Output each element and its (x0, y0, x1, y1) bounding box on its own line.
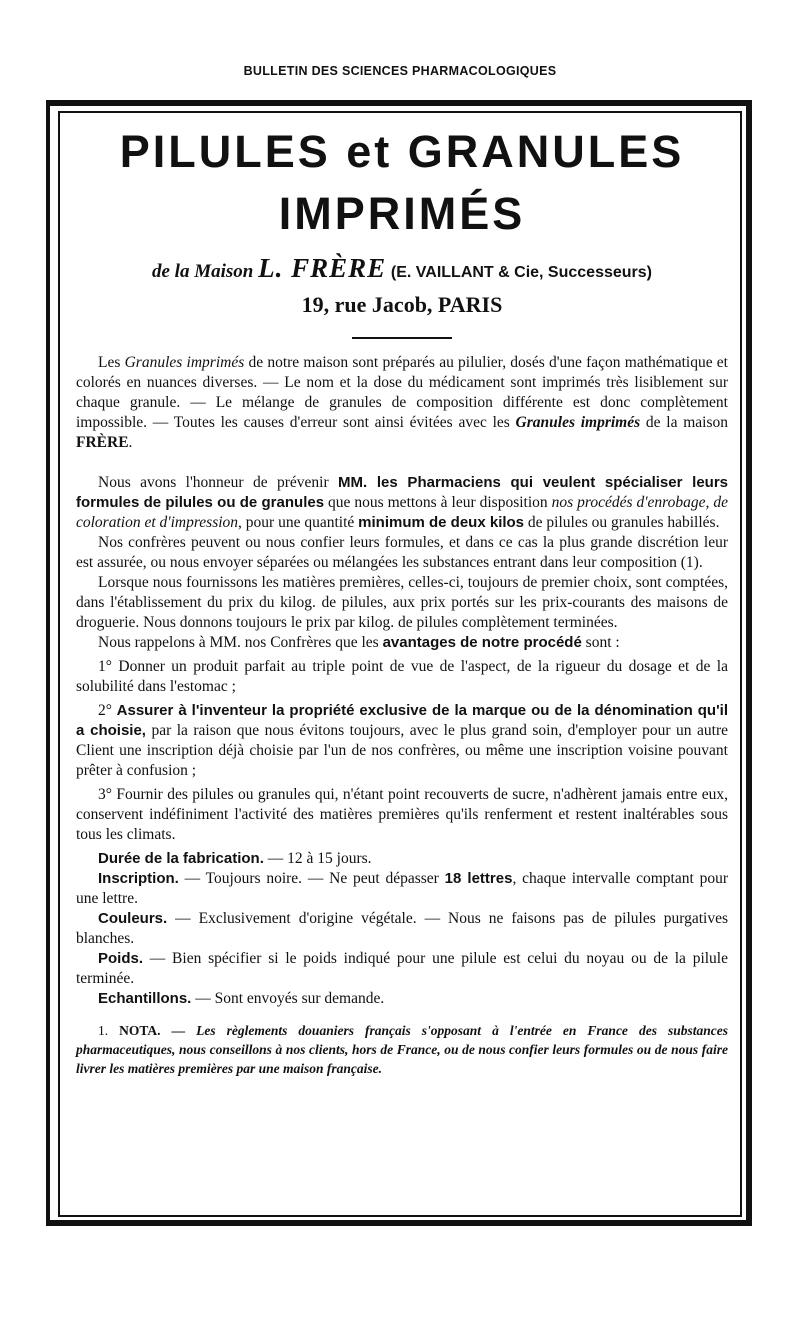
text: sont : (581, 634, 620, 651)
text: de la maison (640, 414, 728, 431)
list-item-2 (76, 701, 728, 781)
text: de pilules ou granules habillés. (524, 514, 720, 531)
text: 2° (98, 702, 117, 719)
text-bold: MM. les Pharmaciens qui veulent spécialiser leurs formules de pilules ou de granules (76, 474, 728, 511)
footnote-label: NOTA. (119, 1023, 161, 1038)
spec-label: Poids. (98, 950, 144, 967)
maison-name: L. FRÈRE (258, 253, 387, 283)
divider-rule (352, 337, 452, 339)
text: par la raison que nous évitons toujours, avec le plus grand soin, d'employer pour un autre Client une inscription déjà choisie par l'un de nos confrères, ou même une inscription voisine pouvant prêter à confusion ; (76, 722, 728, 779)
text-bold: avantages de notre procédé (382, 634, 582, 651)
text-italic: nos procédés d'enrobage, de coloration et d'impression (76, 494, 728, 531)
text: — 12 à 15 jours. (263, 850, 372, 867)
spacer (76, 453, 728, 473)
text-bold: Assurer à l'inventeur la propriété exclusive de la marque ou de la dénomination qu'il a choisie, (76, 702, 728, 739)
text: de notre maison sont préparés au pilulier, dosés d'une façon mathématique et colorés en nuances diverses. — Le nom et la dose du médicament sont imprimés très lisiblement sur chaque granule. — Le mélange de granules de composition différente est donc complètement impossible. — Toutes les causes d'erreur sont ainsi évitées avec les (76, 354, 728, 431)
address: 19, rue Jacob, PARIS (301, 292, 503, 317)
spec-duree (76, 849, 728, 869)
text: — Exclusivement d'origine végétale. — Nous ne faisons pas de pilules purgatives blanches. (76, 910, 728, 947)
footnote-nota (76, 1021, 728, 1078)
text: Les (98, 354, 125, 371)
frame-border-bottom (46, 1220, 752, 1226)
spec-inscription (76, 869, 728, 909)
paragraph-matieres: Lorsque nous fournissons les matières premières, celles-ci, toujours de premier choix, sont comptées, dans l'établissement du prix du kilog. de pilules, aux prix portés sur les prix-courants des maisons de droguerie. Nous donnons toujours le prix par kilog. de pilules complètement terminées. (76, 574, 728, 631)
spec-poids (76, 949, 728, 989)
frame-border-right (746, 100, 752, 1226)
text: , pour une quantité (238, 514, 359, 531)
text: Nous avons l'honneur de prévenir (98, 474, 339, 491)
spec-label: Echantillons. (98, 990, 192, 1007)
spec-couleurs (76, 909, 728, 949)
text: que nous mettons à leur disposition (324, 494, 552, 511)
maison-line (76, 254, 728, 287)
title-line-2: IMPRIMÉS (278, 188, 526, 239)
spec-label: Durée de la fabrication. (98, 850, 264, 867)
text: — Bien spécifier si le poids indiqué pour une pilule est celui du noyau ou de la pilule terminée. (76, 950, 728, 987)
text-bold: FRÈRE (76, 434, 129, 451)
footnote-text: — Les règlements douaniers français s'opposant à l'entrée en France des substances pharmaceutiques, nous conseillons à nos clients, hors de France, ou de nous confier leurs formules ou de nous faire livrer les matières premières par une maison française. (76, 1023, 728, 1076)
advertisement-body (76, 124, 728, 1078)
text-italic: Granules imprimés (124, 354, 245, 371)
text: , chaque intervalle comptant pour une lettre. (76, 870, 729, 907)
text: Nous rappelons à MM. nos Confrères que les (98, 634, 383, 651)
text: — Sont envoyés sur demande. (191, 990, 385, 1007)
title-line-1: PILULES et GRANULES (119, 126, 685, 177)
text: . (128, 434, 133, 451)
footnote-number: 1. (98, 1023, 120, 1038)
text-bold: minimum de deux kilos (358, 514, 525, 531)
frame-border-left (46, 100, 50, 1226)
maison-successors: (E. VAILLANT & Cie, Successeurs) (390, 264, 652, 281)
spec-label: Couleurs. (98, 910, 168, 927)
maison-prefix: de la Maison (151, 261, 254, 282)
spec-label: Inscription. (98, 870, 179, 887)
paragraph-avantages (76, 633, 728, 653)
paragraph-granules (76, 353, 728, 453)
text-bold: 18 lettres (444, 870, 513, 887)
list-item-1: 1° Donner un produit parfait au triple point de vue de l'aspect, de la rigueur du dosage et de la solubilité dans l'estomac ; (76, 658, 728, 695)
list-item-3: 3° Fournir des pilules ou granules qui, n'étant point recouverts de sucre, n'adhèrent jamais entre eux, conservent indéfiniment l'activité des matières premières qu'ils renferment et restent inaltérables sous tous les climats. (76, 786, 728, 843)
running-header: BULLETIN DES SCIENCES PHARMACOLOGIQUES (243, 64, 557, 78)
frame-border-top (46, 100, 752, 106)
text-italic: Granules imprimés (515, 414, 641, 431)
text: — Toujours noire. — Ne peut dépasser (178, 870, 445, 887)
spec-echantillons (76, 989, 728, 1009)
paragraph-confreres: Nos confrères peuvent ou nous confier leurs formules, et dans ce cas la plus grande discrétion leur est assurée, ou nous envoyer séparées ou mélangées les substances entrant dans leur composition (1). (76, 534, 728, 571)
paragraph-pharmaciens (76, 473, 728, 533)
